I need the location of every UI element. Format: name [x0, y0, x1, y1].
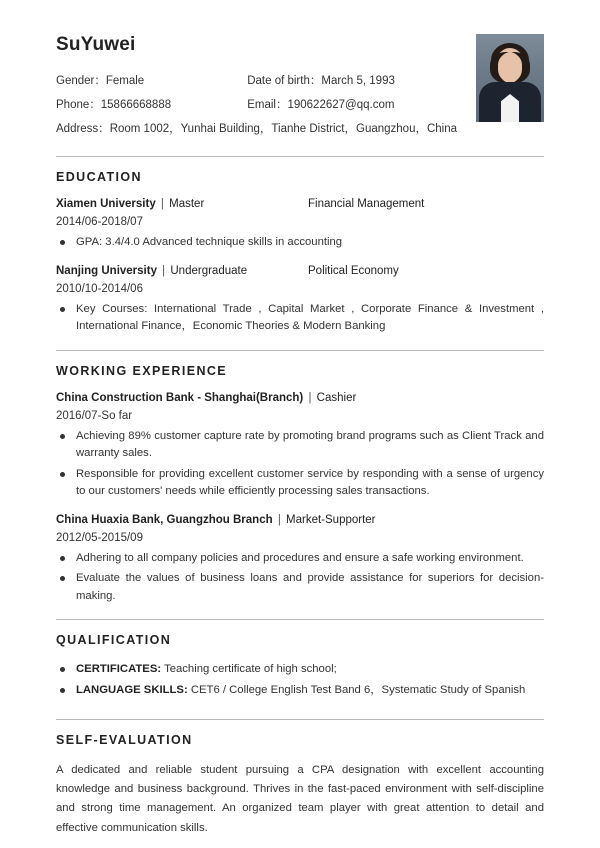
- list-item: [56, 682, 544, 700]
- gender-field: [56, 74, 244, 89]
- section-title-education: EDUCATION: [56, 170, 142, 184]
- experience-company: China Huaxia Bank, Guangzhou Branch: [56, 513, 273, 526]
- email-label: Email：: [247, 98, 288, 111]
- experience-company: China Construction Bank - Shanghai(Branch): [56, 391, 304, 404]
- avatar-hair-side: [490, 52, 530, 84]
- divider-working-experience: [56, 350, 544, 351]
- phone-label: Phone：: [56, 98, 101, 111]
- section-title-self-evaluation: SELF-EVALUATION: [56, 733, 193, 747]
- page-title: SuYuwei: [56, 34, 136, 55]
- qualification-label: LANGUAGE SKILLS:: [76, 683, 188, 696]
- experience-entry-head: [56, 514, 544, 526]
- phone-field: [56, 98, 244, 113]
- experience-entry: [56, 392, 544, 501]
- self-evaluation-text: A dedicated and reliable student pursuing a CPA designation with excellent accounting knowledge and business background. Thrives in the fast-paced environment with self-discipline and strong time management. An organized team player with great attention to detail and effective communication skills.: [56, 764, 544, 834]
- qualification-label: CERTIFICATES:: [76, 663, 162, 675]
- dob-value: March 5, 1993: [321, 75, 395, 87]
- contact-row-3: [56, 122, 544, 137]
- contact-row-2: [56, 98, 544, 113]
- section-title-qualification: QUALIFICATION: [56, 633, 172, 647]
- phone-value: 15866668888: [100, 98, 172, 111]
- list-item: Responsible for providing excellent customer service by responding with a sense of urgency to our customers' needs while efficiently processing sales transactions.: [56, 466, 544, 501]
- list-item: Adhering to all company policies and procedures and ensure a safe working environment.: [56, 550, 544, 568]
- experience-bullets: [56, 550, 544, 606]
- dob-field: [247, 75, 395, 87]
- avatar: [476, 34, 544, 122]
- list-item: Evaluate the values of business loans and provide assistance for superiors for decision-making.: [56, 570, 544, 605]
- gender-label: Gender：: [56, 75, 106, 87]
- education-bullets: [56, 234, 544, 252]
- education-degree: Undergraduate: [170, 264, 248, 277]
- education-org: Nanjing University: [56, 264, 157, 277]
- education-separator: |: [162, 264, 166, 277]
- education-separator: |: [160, 198, 164, 210]
- address-label: Address：: [56, 122, 110, 135]
- experience-entry: [56, 514, 544, 606]
- list-item: Key Courses: International Trade , Capital Market , Corporate Finance & Investment , International Finance，Economic Theories & Modern Banking: [56, 301, 544, 336]
- list-item: GPA: 3.4/4.0 Advanced technique skills in accounting: [56, 234, 544, 252]
- education-entry: [56, 265, 544, 336]
- experience-date: 2016/07-So far: [56, 409, 133, 422]
- experience-separator: |: [277, 513, 281, 526]
- education-degree: Master: [169, 198, 205, 210]
- qualification-value: Teaching certificate of high school;: [161, 663, 337, 675]
- education-major: Political Economy: [308, 264, 399, 277]
- list-item: Achieving 89% customer capture rate by promoting brand programs such as Client Track and warranty sales.: [56, 428, 544, 463]
- experience-separator: |: [308, 391, 312, 404]
- education-entry-head: [56, 198, 544, 210]
- resume-header: [56, 34, 544, 142]
- dob-label: Date of birth：: [247, 75, 322, 87]
- divider-self-evaluation: [56, 719, 544, 720]
- address-value: Room 1002，Yunhai Building，Tianhe District，Guangzhou，China: [109, 122, 458, 135]
- education-bullets: [56, 301, 544, 336]
- qualification-list: [56, 661, 544, 699]
- gender-value: Female: [105, 75, 145, 87]
- divider-education: [56, 156, 544, 157]
- section-title-working-experience: WORKING EXPERIENCE: [56, 363, 228, 378]
- education-entry-head: [56, 265, 544, 277]
- list-item: [56, 661, 544, 679]
- divider-qualification: [56, 619, 544, 620]
- education-entry: [56, 198, 544, 252]
- education-date: 2010/10-2014/06: [56, 282, 143, 295]
- qualification-value: CET6 / College English Test Band 6，Systematic Study of Spanish: [187, 683, 526, 696]
- email-value: 190622627@qq.com: [287, 98, 395, 111]
- experience-entry-head: [56, 392, 544, 404]
- experience-date: 2012/05-2015/09: [56, 531, 143, 544]
- experience-role: Cashier: [316, 391, 357, 404]
- experience-role: Market-Supporter: [286, 513, 376, 526]
- email-field: [247, 99, 394, 111]
- education-major: Financial Management: [308, 198, 425, 210]
- education-date: 2014/06-2018/07: [56, 216, 143, 228]
- experience-bullets: [56, 428, 544, 501]
- education-org: Xiamen University: [56, 198, 156, 210]
- contact-row-1: [56, 74, 544, 89]
